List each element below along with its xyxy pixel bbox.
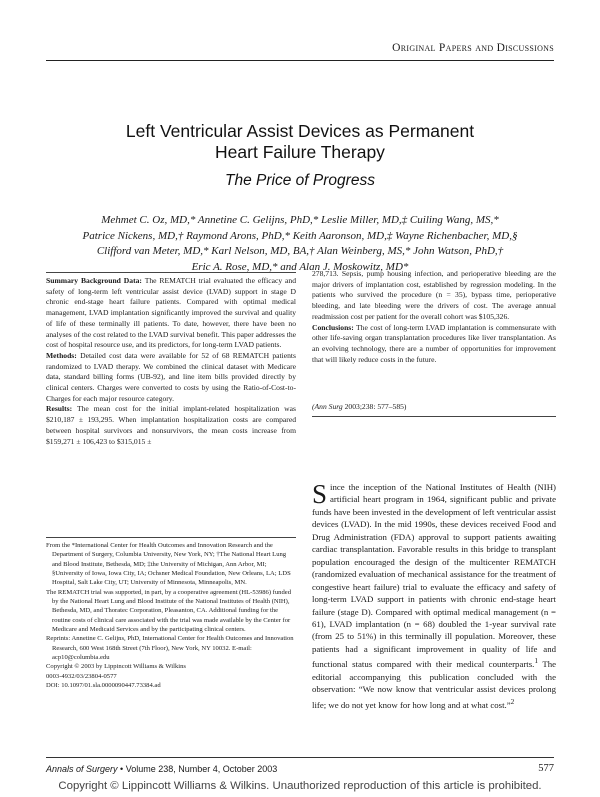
author-line: Clifford van Meter, MD,* Karl Nelson, MD, BA,† Alan Weinberg, MS,* John Watson, PhD,† xyxy=(96,245,504,257)
journal-info xyxy=(46,764,277,774)
citation-rule xyxy=(312,416,556,417)
affiliation-reprints: Reprints: Annetine C. Gelijns, PhD, International Center for Health Outcomes and Innovation Research, 600 West 168th Street (7th Floor), New York, NY 10032. E-mail: acp10@columbia.edu xyxy=(46,635,294,662)
author-line: Eric A. Rose, MD,* and Alan J. Moskowitz, MD* xyxy=(191,260,409,273)
abstract-results xyxy=(46,404,296,447)
article-subtitle: The Price of Progress xyxy=(225,172,375,189)
affiliation-from: From the *International Center for Health Outcomes and Innovation Research and the Department of Surgery, Columbia University, New York, NY; †The National Heart Lung and Blood Institute, Bethesda, MD; ‡the University of Michigan, Ann Arbor, MI; §University of Iowa, Iowa City, IA; Ochsner Medical Foundation, New Orleans, LA; LDS Hospital, Salt Lake City, UT; University of Minnesota, Minneapolis, MN. xyxy=(46,542,291,587)
results-text: The mean cost for the initial implant-related hospitalization was $210,187 ± 193,295. When implantation hospitalization costs are compared between hospital survivors and nonsurvivors, the mean costs increase from $159,271 ± 106,423 to $315,015 ± xyxy=(46,404,296,446)
affiliation-copyright: Copyright © 2003 by Lippincott Williams & Wilkins xyxy=(46,663,186,671)
affiliation-support: The REMATCH trial was supported, in part, by a cooperative agreement (HL-53986) funded by the National Heart Lung and Blood Institute of the National Institutes of Health (NIH), Bethesda, MD, and Thoratec Corporation, Pleasanton, CA. Additional funding for the routine costs of clinical care associated with the trial was made available by the Center for Medicare and Medicaid Services and by the participating clinical centers. xyxy=(46,588,291,634)
citation-rest: 2003;238: 577–585) xyxy=(342,402,407,411)
affiliations-rule xyxy=(46,537,296,538)
abstract-background xyxy=(46,276,296,351)
abstract-left xyxy=(46,276,296,447)
title-line-2: Heart Failure Therapy xyxy=(215,142,385,162)
background-text: The REMATCH trial evaluated the efficacy and safety of long-term left ventricular assist device (LVAD) support in stage D chronic end-stage heart failure patients. Compared with optimal medical management, LVAD implantation significantly improved the survival and quality of life of these terminally ill patients. To date, however, there have been no analyses of the cost related to the LVAD survival benefit. This paper addresses the cost of hospital resource use, and its predictors, for long-term LVAD patients. xyxy=(46,276,297,350)
conclusions-text: The cost of long-term LVAD implantation is commensurate with other life-saving organ transplantation procedures like liver transplantation. As an evolving technology, there are a number of opportunities for improvement that will likely reduce costs in the future. xyxy=(312,322,557,364)
methods-label: Methods: xyxy=(46,350,77,360)
author-line: Patrice Nickens, MD,† Raymond Arons, PhD,* Keith Aaronson, MD,‡ Wayne Richenbacher, MD,§ xyxy=(82,229,518,242)
reference-2: 2 xyxy=(510,696,515,706)
section-header: Original Papers and Discussions xyxy=(392,42,554,54)
abstract-conclusions xyxy=(312,323,556,366)
footer-rule xyxy=(46,757,554,758)
body-text-b: The editorial accompanying this publication concluded with the observation: “We now know that ventricular assist devices prolong life; we do not yet know for how long and at what cost.” xyxy=(312,659,556,710)
author-list xyxy=(46,213,554,275)
author-line: Mehmet C. Oz, MD,* Annetine C. Gelijns, PhD,* Leslie Miller, MD,‡ Cuiling Wang, MS,* xyxy=(101,214,499,226)
drop-cap: S xyxy=(312,479,328,509)
citation-journal: (Ann Surg xyxy=(312,402,343,411)
abstract-rule xyxy=(46,272,296,273)
results-label: Results: xyxy=(46,404,73,414)
results-continued: 278,713. Sepsis, pump housing infection, and perioperative bleeding are the major drivers of implantation cost, established by regression modeling. In the patients who survived the procedure (n = 35), bypass time, perioperative bleeding, and late bleeding were the drivers of cost. The average annual readmission cost per patient for the overall cohort was $105,326. xyxy=(312,269,556,321)
affiliation-issn: 0003-4932/03/23804-0577 xyxy=(46,672,117,680)
abstract-right xyxy=(312,269,556,365)
journal-name: Annals of Surgery xyxy=(46,764,118,774)
header-rule xyxy=(46,60,554,61)
affiliation-doi: DOI: 10.1097/01.sla.0000090447.73384.ad xyxy=(46,682,161,690)
page-number: 577 xyxy=(538,763,554,774)
body-intro xyxy=(312,481,556,711)
article-title xyxy=(40,121,560,163)
conclusions-label: Conclusions: xyxy=(312,322,354,332)
title-line-1: Left Ventricular Assist Devices as Permanent xyxy=(125,121,475,141)
affiliations xyxy=(46,541,296,691)
methods-text: Detailed cost data were available for 52 of 68 REMATCH patients randomized to LVAD therapy. We combined the clinical dataset with Medicare data, standard billing forms (UB-92), and line item bills provided directly by clinical centers. Charges were converted to costs by using the Ratio-of-Cost-to-Charges for each major resource category. xyxy=(46,350,296,403)
abstract-methods xyxy=(46,351,296,405)
abstract-citation xyxy=(312,402,406,411)
copyright-notice: Copyright © Lippincott Williams & Wilkins. Unauthorized reproduction of this article is prohibited. xyxy=(58,780,542,792)
reference-1: 1 xyxy=(534,656,539,666)
journal-issue: • Volume 238, Number 4, October 2003 xyxy=(117,764,278,774)
body-text-a: ince the inception of the National Institutes of Health (NIH) artificial heart program in 1964, significant public and private funds have been invested in the development of left ventricular assist devices (LVAD). In the mid 1990s, these devices received Food and Drug Administration (FDA) approval to support patients awaiting cardiac transplantation. Favorable results in this bridge to transplant population encouraged the design of the multicenter REMATCH (randomized evaluation of mechanical assistance for the treatment of congestive heart failure) trial to evaluate the efficacy and safety of long-term LVAD support in patients with chronic end-stage heart failure (stage D). Compared with optimal medical management (n = 61), LVAD implantation (n = 68) doubled the 1-year survival rate (from 25 to 51%) in this terminally ill population. Moreover, these patients had a significant improvement in quality of life and functional status compared with their medical counterparts. xyxy=(312,482,556,670)
background-label: Summary Background Data: xyxy=(46,276,142,285)
